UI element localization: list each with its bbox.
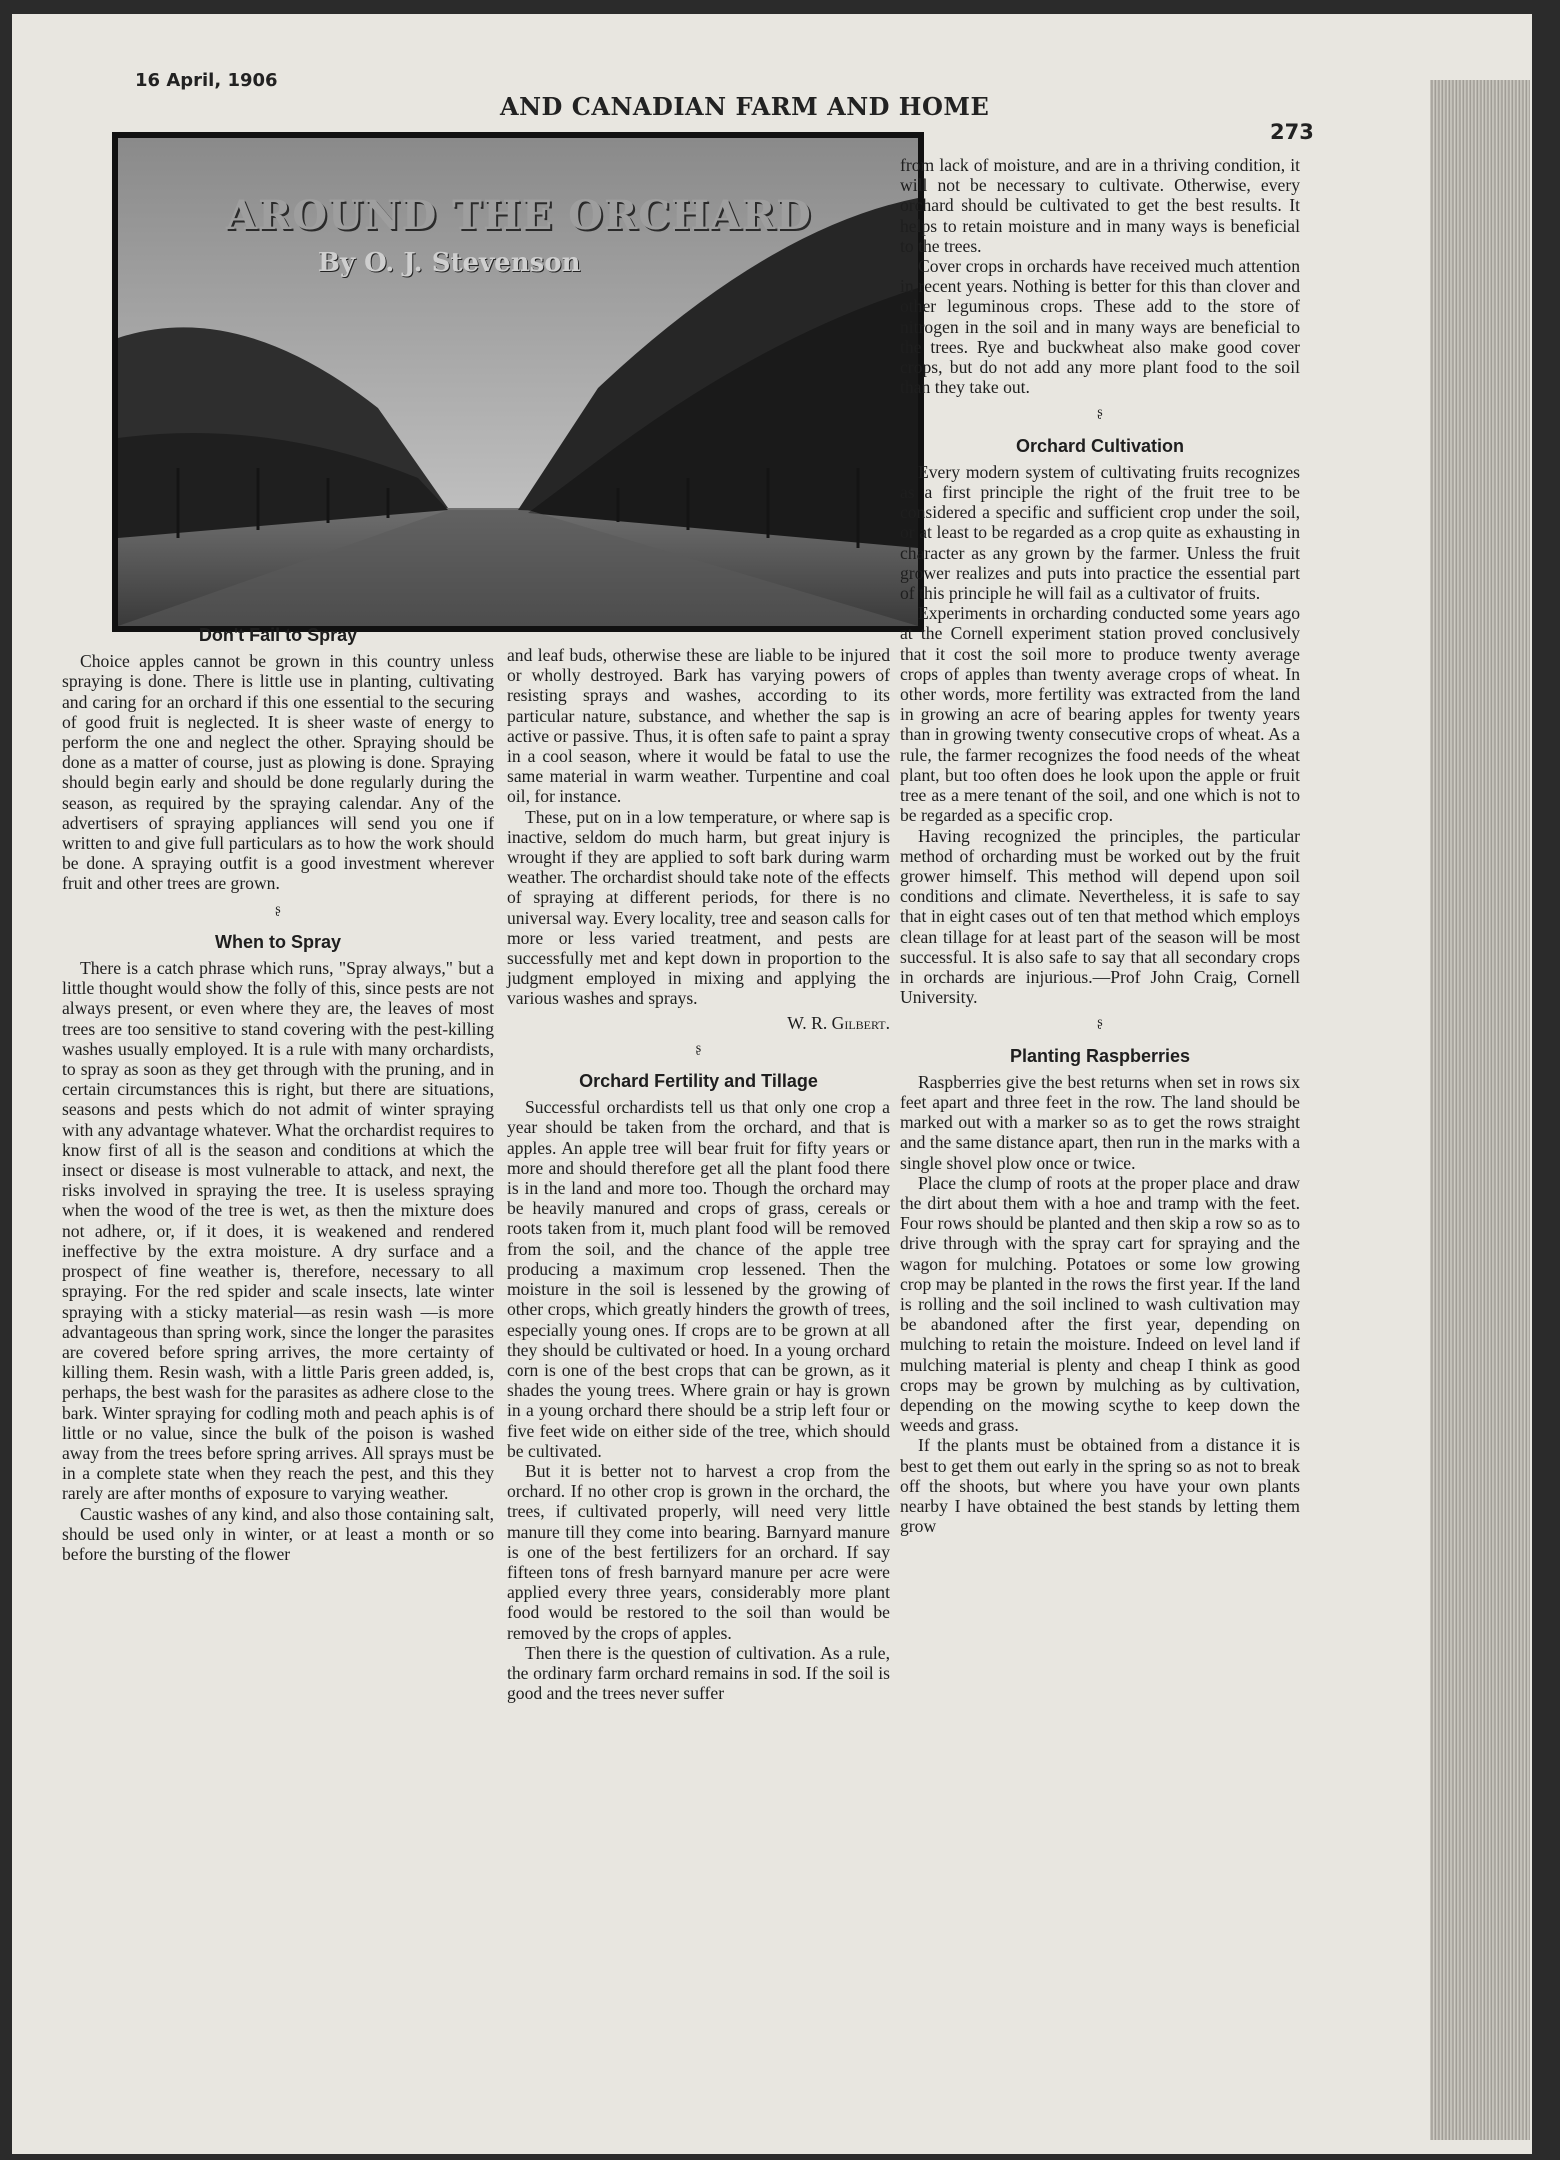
- paragraph: Successful orchardists tell us that only one crop a year should be taken from the orchard, and that is apples. An apple tree will bear fruit for fifty years or more and should therefore get all the plant food there is in the land and more too. Though the orchard may be heavily manured and crops of grass, cereals or roots taken from it, much plant food will be removed from the soil, and the chance of the apple tree producing a maximum crop lessened. Then the moisture in the soil is lessened by the growing of other crops, which greatly hinders the growth of trees, especially young ones. If crops are to be grown at all they should be cultivated or hoed. In a young orchard corn is one of the best crops that can be grown, as it shades the young trees. Where grain or hay is grown in a young orchard there should be a strip left four or five feet wide on either side of the tree, which should be cultivated.: [507, 1097, 890, 1461]
- section-ornament: ʂ: [1097, 405, 1103, 421]
- issue-date: 16 April, 1906: [135, 70, 278, 91]
- section-ornament: ʂ: [275, 901, 281, 917]
- column-2: [507, 645, 890, 1703]
- paragraph: Caustic washes of any kind, and also those containing salt, should be used only in winter, or at least a month or so before the bursting of the flower: [62, 1503, 494, 1564]
- column-3: [900, 155, 1300, 1536]
- heading-planting-raspberries: Planting Raspberries: [1009, 1045, 1191, 1066]
- orchard-illustration: [112, 132, 924, 632]
- section-ornament: ʂ: [1097, 1015, 1103, 1031]
- page-number: 273: [1270, 120, 1314, 144]
- paragraph: But it is better not to harvest a crop from the orchard. If no other crop is grown in the orchard, the trees, if cultivated properly, will need very little manure till they come into bearing. Barnyard manure is one of the best fertilizers for an orchard. If say fifteen tons of fresh barnyard manure per acre were applied every three years, considerably more plant food would be restored to the soil than would be removed by the crops of apples.: [507, 1460, 890, 1643]
- paragraph: There is a catch phrase which runs, "Spray always," but a little thought would show the folly of this, since pests are not always present, or even where they are, the leaves of most trees are too sensitive to stand covering with the pest-killing washes usually employed. It is a rule with many orchardists, to spray as soon as they get through with the pruning, and in certain circumstances this is right, but there are situations, seasons and pests which do not admit of winter spraying with any advantage whatever. What the orchardist requires to know first of all is the season and conditions at which the insect or disease is most vulnerable to attack, and next, the risks involved in spraying the tree. It is useless spraying when the wood of the tree is wet, as then the mixture does not adhere, or, if it does, it is weakened and rendered ineffective by the extra moisture. A dry surface and a prospect of fine weather is, therefore, necessary to all spraying. For the red spider and scale insects, late winter spraying with a sticky material—as resin wash —is more advantageous than spring work, since the longer the parasites are covered before spring arrives, the more certainty of killing them. Resin wash, with a little Paris green added, is, perhaps, the best wash for the parasites as adhere close to the bark. Winter spraying for codling moth and peach aphis is of little or no value, since the bulk of the poison is washed away from the trees before spring arrives. All sprays must be in a complete state when they reach the pest, and this they rarely are after months of exposure to varying weather.: [62, 958, 494, 1504]
- paragraph: Choice apples cannot be grown in this country unless spraying is done. There is little use in planting, cultivating and caring for an orchard if this one essential to the securing of good fruit is neglected. It is sheer waste of energy to perform the one and neglect the other. Spraying should be done as a matter of course, just as plowing is done. Spraying should begin early and should be done regularly during the season, as required by the spraying calendar. Any of the advertisers of spraying appliances will send you one if written to and give full particulars as to how the work should be done. A spraying outfit is a good investment wherever fruit and other trees are grown.: [62, 651, 494, 894]
- paragraph: If the plants must be obtained from a distance it is best to get them out early in the spring so as not to break off the shoots, but where you have your own plants nearby I have obtained the best stands by letting them grow: [900, 1435, 1300, 1537]
- paragraph: These, put on in a low temperature, or where sap is inactive, seldom do much harm, but great injury is wrought if they are applied to soft bark during warm weather. The orchardist should take note of the effects of spraying at different periods, for there is no universal way. Every locality, tree and season calls for more or less varied treatment, and pests are successfully met and kept down in proportion to the judgment employed in mixing and applying the various washes and sprays.: [507, 806, 890, 1009]
- paragraph: Having recognized the principles, the particular method of orcharding must be worked out by the fruit grower himself. This method will depend upon soil conditions and climate. Nevertheless, it is safe to say that in eight cases out of ten that method which employs clean tillage for at least part of the season will be most successful. It is also safe to say that all secondary crops in orchards are injurious.—Prof John Craig, Cornell University.: [900, 825, 1300, 1008]
- page-edges: [1430, 80, 1530, 2140]
- paragraph: from lack of moisture, and are in a thriving condition, it will not be necessary to cultivate. Otherwise, every orchard should be cultivated to get the best results. It helps to retain moisture and in many ways is beneficial to the trees.: [900, 155, 1300, 256]
- paragraph: Cover crops in orchards have received much attention in recent years. Nothing is better for this than clover and other leguminous crops. These add to the store of nitrogen in the soil and in many ways are beneficial to the trees. Rye and buckwheat also make good cover crops, but do not add any more plant food to the soil than they take out.: [900, 256, 1300, 398]
- illustration-byline: By O. J. Stevenson: [318, 248, 581, 278]
- heading-orchard-cultivation: Orchard Cultivation: [1015, 435, 1185, 456]
- paragraph: Experiments in orcharding conducted some years ago at the Cornell experiment station proved conclusively that it cost the soil more to produce twenty average crops of apples than twenty average crops of wheat. In other words, more fertility was extracted from the land in growing an acre of bearing apples for twenty years than in growing twenty consecutive crops of wheat. As a rule, the farmer recognizes the food needs of the wheat plant, but too often does he look upon the apple or fruit tree as a mere tenant of the soil, and one which is not to be regarded as a specific crop.: [900, 603, 1300, 826]
- paragraph: Then there is the question of cultivation. As a rule, the ordinary farm orchard remains in sod. If the soil is good and the trees never suffer: [507, 1642, 890, 1704]
- heading-when-to-spray: When to Spray: [214, 931, 341, 952]
- running-title: AND CANADIAN FARM AND HOME: [500, 92, 990, 121]
- paragraph: Raspberries give the best returns when set in rows six feet apart and three feet in the row. The land should be marked out with a marker so as to get the rows straight and the same distance apart, then run in the marks with a single shovel plow once or twice.: [900, 1071, 1300, 1173]
- paragraph: Every modern system of cultivating fruits recognizes as a first principle the right of the fruit tree to be considered a specific and sufficient crop under the soil, or at least to be regarded as a crop quite as exhausting in character as any grown by the farmer. Unless the fruit grower realizes and puts into practice the essential part of this principle he will fail as a cultivator of fruits.: [900, 461, 1300, 604]
- heading-orchard-fertility: Orchard Fertility and Tillage: [579, 1071, 818, 1092]
- section-ornament: ʂ: [695, 1040, 702, 1056]
- column-1: [62, 625, 494, 1564]
- illustration-title: AROUND THE ORCHARD: [226, 192, 812, 239]
- paragraph: Place the clump of roots at the proper place and draw the dirt about them with a hoe and tramp with the feet. Four rows should be planted and then skip a row so as to drive through with the spray cart for spraying and the wagon for mulching. Potatoes or some low growing crop may be planted in the rows the first year. If the land is rolling and the soil inclined to wash cultivation may be abandoned after the first year, depending on mulching to retain the moisture. Indeed on level land if mulching material is plenty and cheap I think as good crops may be grown by mulching as by cultivation, depending on the mowing scythe to keep down the weeds and grass.: [900, 1172, 1300, 1436]
- heading-dont-fail-to-spray: Don't Fail to Spray: [198, 625, 358, 645]
- paragraph: and leaf buds, otherwise these are liable to be injured or wholly destroyed. Bark has varying powers of resisting sprays and washes, according to its particular nature, substance, and whether the sap is active or passive. Thus, it is often safe to paint a spray in a cool season, where it would be fatal to use the same material in warm weather. Turpentine and coal oil, for instance.: [507, 645, 890, 807]
- author-signature: W. R. Gilbert.: [787, 1012, 890, 1033]
